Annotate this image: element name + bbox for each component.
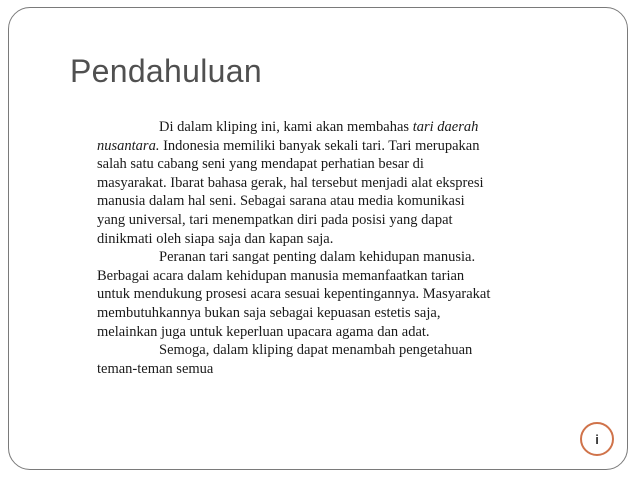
page-number: i <box>595 431 599 447</box>
italic-term: nusantara. <box>97 137 160 154</box>
paragraph-1-line-7: dinikmati oleh siapa saja dan kapan saja. <box>97 230 334 247</box>
paragraph-2-line-5: melainkan juga untuk keperluan upacara agama dan adat. <box>97 323 430 340</box>
page-number-badge <box>580 422 614 456</box>
paragraph-2-line-2: Berbagai acara dalam kehidupan manusia memanfaatkan tarian <box>97 267 465 284</box>
paragraph-1-text: Di dalam kliping ini, kami akan membahas <box>159 119 413 135</box>
slide-body <box>97 118 547 378</box>
paragraph-1-text: Indonesia memiliki banyak sekali tari. Tari merupakan <box>159 137 480 154</box>
paragraph-2-line-4: membutuhkannya bukan saja sebagai kepuasan estetis saja, <box>97 304 441 321</box>
paragraph-1-line-4: masyarakat. Ibarat bahasa gerak, hal tersebut menjadi alat ekspresi <box>97 174 484 191</box>
paragraph-3-line-2: teman-teman semua <box>97 360 214 377</box>
slide-title: Pendahuluan <box>70 53 262 89</box>
paragraph-2-line-1: Peranan tari sangat penting dalam kehidupan manusia. <box>159 249 476 266</box>
paragraph-1-line-5: manusia dalam hal seni. Sebagai sarana atau media komunikasi <box>97 193 465 210</box>
paragraph-1-line-3: salah satu cabang seni yang mendapat perhatian besar di <box>97 156 424 173</box>
paragraph-3-line-1: Semoga, dalam kliping dapat menambah pengetahuan <box>159 342 473 359</box>
paragraph-1-line-6: yang universal, tari menempatkan diri pada posisi yang dapat <box>97 211 453 228</box>
paragraph-2-line-3: untuk mendukung prosesi acara sesuai kepentingannya. Masyarakat <box>97 286 491 303</box>
italic-term: tari daerah <box>412 119 479 135</box>
paragraph-1-line-2 <box>97 137 547 156</box>
paragraph-1-line-1 <box>97 118 547 137</box>
